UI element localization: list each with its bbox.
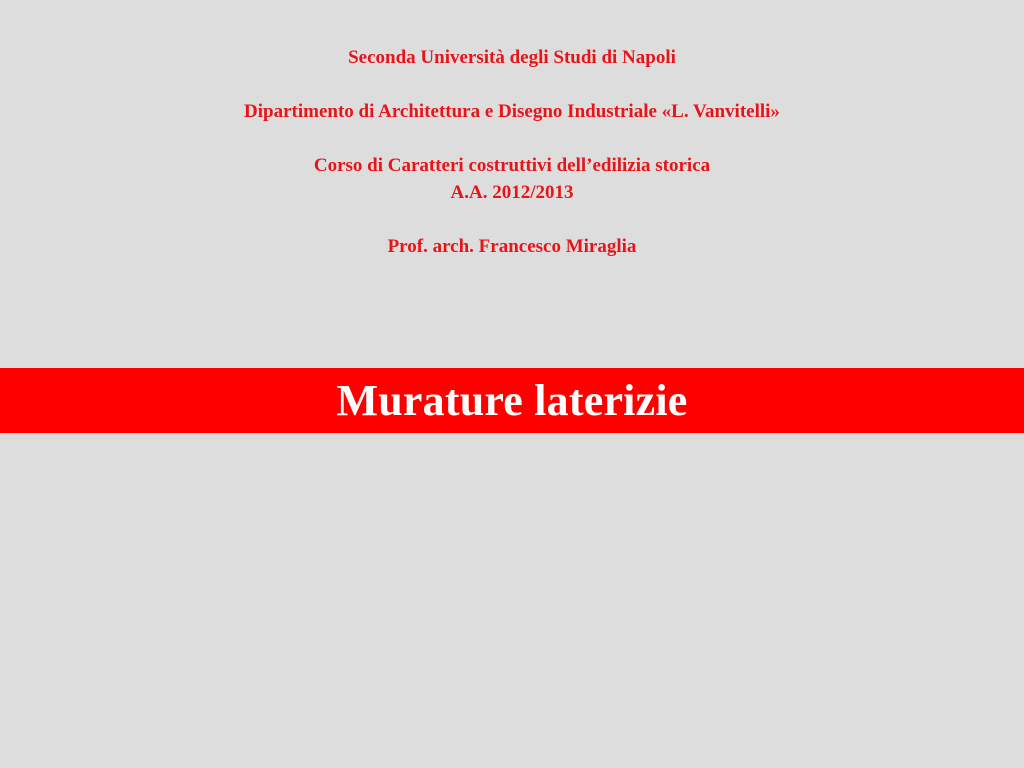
- spacer: [0, 125, 1024, 152]
- spacer: [0, 71, 1024, 98]
- slide-title: Murature laterizie: [336, 375, 688, 425]
- department-name: Dipartimento di Architettura e Disegno Industriale «L. Vanvitelli»: [244, 101, 780, 122]
- course-name: Corso di Caratteri costruttivi dell’edilizia storica: [313, 155, 711, 176]
- spacer: [0, 206, 1024, 233]
- title-band: [0, 368, 1024, 433]
- academic-year: A.A. 2012/2013: [450, 182, 574, 203]
- professor-name: Prof. arch. Francesco Miraglia: [387, 236, 637, 257]
- university-name: Seconda Università degli Studi di Napoli: [348, 47, 676, 68]
- header-block: [0, 44, 1024, 260]
